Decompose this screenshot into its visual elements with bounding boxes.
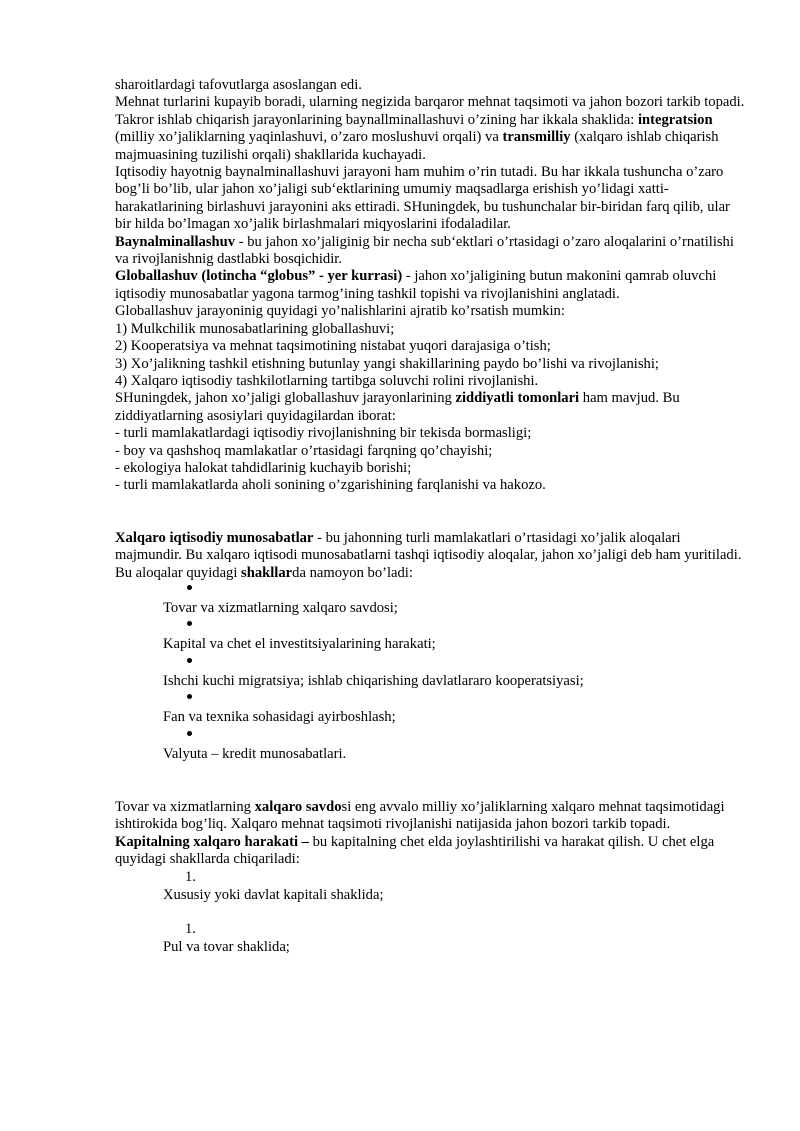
text-run: (milliy xo’jaliklarning yaqinlashuvi, o’zaro moslushuvi orqali) va bbox=[115, 129, 503, 146]
list-item-contradiction-2: - boy va qashshoq mamlakatlar o’rtasidagi farqning qo’chayishi; bbox=[115, 442, 493, 459]
bullet-text: Valyuta – kredit munosabatlari. bbox=[163, 745, 347, 762]
list-number: 1. bbox=[185, 921, 196, 938]
bullet-dot-icon bbox=[187, 621, 192, 626]
text-run: Tovar va xizmatlarning bbox=[115, 799, 255, 815]
paragraph-labor-division bbox=[115, 94, 745, 164]
bullet-item bbox=[163, 655, 745, 690]
paragraph-international-trade bbox=[115, 799, 745, 834]
text-run: ham mavjud. Bu ziddiyatlarning asosiylari quyidagilardan iborat: bbox=[115, 390, 680, 424]
paragraph-internationalization: Iqtisodiy hayotnig baynalminallashuvi jarayoni ham muhim o’rin tutadi. Bu har ikkala tushuncha o’zaro bog’li bo’lib, ular jahon xo’jaligi sub‘ektlarining umumiy maqsadlarga erishish yo’lidagi xatti-harakatlarining birlashuvi jarayonini aks ettiradi. SHuningdek, bu tushunchalar bir-biridan farq qilib, ular bir hilda bo’lmagan xo’jalik birlashmalari miqyoslarini ifodaladilar. bbox=[115, 164, 730, 233]
paragraph-globallashuv bbox=[115, 268, 745, 303]
term-globallashuv: Globallashuv (lotincha “globus” - yer kurrasi) bbox=[115, 268, 403, 285]
paragraph-international-relations bbox=[115, 530, 745, 565]
paragraph-directions-intro: Globallashuv jarayoninig quyidagi yo’nalishlarini ajratib ko’rsatish mumkin: bbox=[115, 303, 565, 320]
paragraph-intro-end: sharoitlardagi tafovutlarga asoslangan edi. bbox=[115, 77, 362, 93]
bullet-dot-icon bbox=[187, 694, 192, 699]
bullet-text: Ishchi kuchi migratsiya; ishlab chiqarishing davlatlararo kooperatsiyasi; bbox=[163, 672, 584, 689]
paragraph-capital-movement bbox=[115, 834, 745, 869]
spacer bbox=[115, 764, 745, 799]
list-item-contradiction-1: - turli mamlakatlardagi iqtisodiy rivojlanishning bir tekisda bormasligi; bbox=[115, 425, 532, 442]
numbered-text: Pul va tovar shaklida; bbox=[163, 939, 290, 956]
text-run: - bu jahonning turli mamlakatlari o’rtasidagi xo’jalik aloqalari majmundir. Bu xalqaro iqtisodi munosabatlarni tashqi iqtisodiy aloqalar, jahon xo’jaligi deb ham yuritiladi. bbox=[115, 529, 742, 564]
bullet-dot-icon bbox=[187, 585, 192, 590]
term-xalqaro-savdo: xalqaro savdo bbox=[254, 799, 342, 815]
bullet-item bbox=[163, 728, 745, 763]
list-item-direction-3: 3) Xo’jalikning tashkil etishning butunlay yangi shakillarining paydo bo’lishi va rivojlanishi; bbox=[115, 355, 659, 372]
bullet-dot-icon bbox=[187, 658, 192, 663]
bullet-text: Tovar va xizmatlarning xalqaro savdosi; bbox=[163, 599, 398, 616]
document-body bbox=[115, 77, 745, 973]
term-shakllar: shakllar bbox=[241, 564, 293, 581]
text-run: da namoyon bo’ladi: bbox=[292, 564, 413, 581]
numbered-item bbox=[163, 869, 745, 904]
list-item-direction-2: 2) Kooperatsiya va mehnat taqsimotining nistabat yuqori darajasiga o’tish; bbox=[115, 338, 551, 355]
term-integratsion: integratsion bbox=[638, 111, 713, 128]
text-run: - bu jahon xo’jaliginig bir necha sub‘ektlari o’rtasidagi o’zaro aloqalarini o’rnatilishi va rivojlanishnig dastlabki bosqichidir. bbox=[115, 233, 734, 268]
text-run: SHuningdek, jahon xo’jaligi globallashuv jarayonlarining bbox=[115, 390, 456, 407]
bullet-dot-icon bbox=[187, 731, 192, 736]
list-item-contradiction-4: - turli mamlakatlarda aholi sonining o’zgarishining farqlanishi va hakozo. bbox=[115, 477, 546, 494]
term-baynalminallashuv: Baynalminallashuv bbox=[115, 233, 236, 250]
list-item-direction-1: 1) Mulkchilik munosabatlarining globallashuvi; bbox=[115, 320, 395, 337]
text-run: Bu aloqalar quyidagi bbox=[115, 564, 242, 581]
bullet-item bbox=[163, 582, 745, 617]
list-number: 1. bbox=[185, 868, 196, 885]
bullet-text: Fan va texnika sohasidagi ayirboshlash; bbox=[163, 709, 396, 726]
text-run: si eng avvalo milliy xo’jaliklarning xalqaro mehnat taqsimotidagi ishtirokida bog’liq. Xalqaro mehnat taqsimoti rivojlanishi natijasida jahon bozori tarkib topadi. bbox=[115, 799, 725, 833]
spacer bbox=[115, 495, 745, 530]
bullet-text: Kapital va chet el investitsiyalarining harakati; bbox=[163, 636, 436, 653]
term-transmilliy: transmilliy bbox=[502, 129, 571, 146]
paragraph-contradictions bbox=[115, 390, 745, 425]
paragraph-baynalminallashuv bbox=[115, 234, 745, 269]
paragraph-forms-intro bbox=[115, 565, 745, 582]
text-run: bu kapitalning chet elda joylashtirilishi va harakat qilish. U chet elga quyidagi shakllarda chiqariladi: bbox=[115, 833, 715, 868]
list-item-direction-4: 4) Xalqaro iqtisodiy tashkilotlarning tartibga soluvchi rolini rivojlanishi. bbox=[115, 372, 539, 389]
term-xalqaro-iqtisodiy-munosabatlar: Xalqaro iqtisodiy munosabatlar bbox=[115, 529, 314, 546]
bullet-item bbox=[163, 691, 745, 726]
text-run: (xalqaro ishlab chiqarish majmuasining tuzilishi orqali) shakllarida kuchayadi. bbox=[115, 129, 719, 163]
numbered-item bbox=[163, 921, 745, 956]
numbered-text: Xususiy yoki davlat kapitali shaklida; bbox=[163, 886, 384, 903]
term-ziddiyatli-tomonlari: ziddiyatli tomonlari bbox=[455, 390, 580, 407]
text-run: Mehnat turlarini kupayib boradi, ularning negizida barqaror mehnat taqsimoti va jahon bozori tarkib topadi. Takror ishlab chiqarish jarayonlarining baynallminallashuvi o’zining har ikkala shaklida: bbox=[115, 94, 745, 128]
term-kapitalning-xalqaro-harakati: Kapitalning xalqaro harakati – bbox=[115, 833, 309, 850]
list-item-contradiction-3: - ekologiya halokat tahdidlarinig kuchayib borishi; bbox=[115, 459, 412, 476]
text-run: - jahon xo’jaligining butun makonini qamrab oluvchi iqtisodiy munosabatlar yagona tarmog’ining tashkil topishi va rivojlanishini anglatadi. bbox=[115, 268, 717, 302]
bullet-item bbox=[163, 618, 745, 653]
